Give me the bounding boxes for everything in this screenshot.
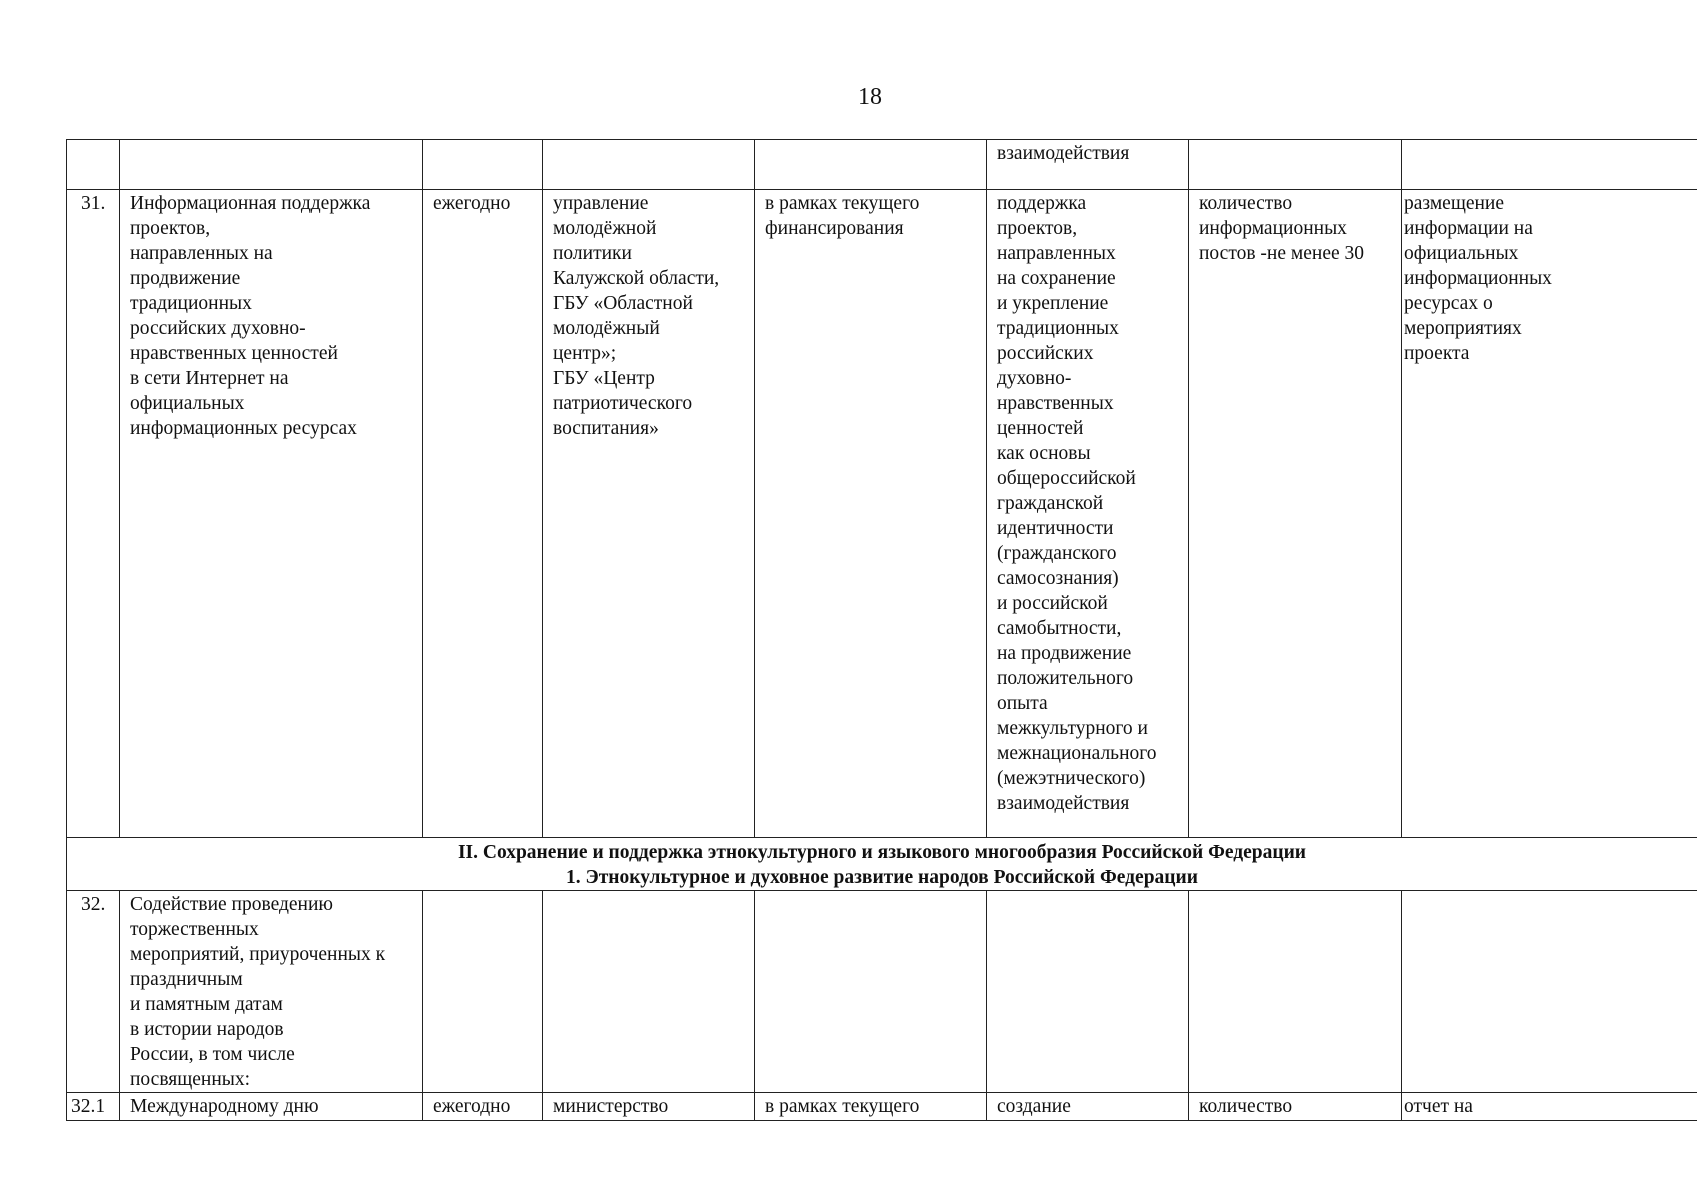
cell-num: 31.: [67, 190, 120, 838]
page-number: 18: [858, 84, 882, 110]
table-row-continuation: [67, 140, 1697, 190]
cell-indicator: [1189, 891, 1402, 1093]
cell-result: [987, 891, 1189, 1093]
cell-indicator: количество информационных постов -не менее 30: [1189, 190, 1402, 838]
cell-report: размещение информации на официальных информационных ресурсах о мероприятиях проекта: [1402, 190, 1697, 838]
cell-name: [120, 140, 423, 190]
cell-result: поддержка проектов, направленных на сохранение и укрепление традиционных российских духовно- нравственных ценностей как основы общероссийской гражданской идентичности (гражданского самосознания) и российской самобытности, на продвижение положительного опыта межкультурного и межнационального (межэтнического) взаимодействия: [987, 190, 1189, 838]
cell-period: ежегодно: [423, 1093, 543, 1121]
cell-indicator: [1189, 140, 1402, 190]
measures-table: [66, 139, 1697, 1121]
cell-executors: [543, 140, 755, 190]
cell-report: отчет на: [1402, 1093, 1697, 1121]
cell-name: Информационная поддержка проектов, направленных на продвижение традиционных российских духовно- нравственных ценностей в сети Интернет на официальных информационных ресурсах: [120, 190, 423, 838]
table-row-32-1: [67, 1093, 1697, 1121]
cell-executors: [543, 891, 755, 1093]
cell-report: [1402, 891, 1697, 1093]
table-row-32: [67, 891, 1697, 1093]
cell-report: [1402, 140, 1697, 190]
section-header-row: [67, 838, 1697, 891]
cell-result: создание: [987, 1093, 1189, 1121]
cell-period: [423, 140, 543, 190]
table-row-31: [67, 190, 1697, 838]
cell-indicator: количество: [1189, 1093, 1402, 1121]
cell-funding: в рамках текущего финансирования: [755, 190, 987, 838]
section-header: [67, 838, 1697, 891]
cell-period: [423, 891, 543, 1093]
cell-name: Содействие проведению торжественных мероприятий, приуроченных к праздничным и памятным датам в истории народов России, в том числе посвященных:: [120, 891, 423, 1093]
section-subtitle: 1. Этнокультурное и духовное развитие народов Российской Федерации: [565, 867, 1198, 888]
cell-name: Международному дню: [120, 1093, 423, 1121]
cell-result: взаимодействия: [987, 140, 1189, 190]
cell-funding: в рамках текущего: [755, 1093, 987, 1121]
cell-executors: управление молодёжной политики Калужской области, ГБУ «Областной молодёжный центр»; ГБУ «Центр патриотического воспитания»: [543, 190, 755, 838]
cell-funding: [755, 891, 987, 1093]
cell-num: 32.: [67, 891, 120, 1093]
cell-num: [67, 140, 120, 190]
cell-num: 32.1: [67, 1093, 120, 1121]
cell-executors: министерство: [543, 1093, 755, 1121]
cell-period: ежегодно: [423, 190, 543, 838]
cell-funding: [755, 140, 987, 190]
section-title: II. Сохранение и поддержка этнокультурного и языкового многообразия Российской Федерации: [457, 842, 1307, 863]
